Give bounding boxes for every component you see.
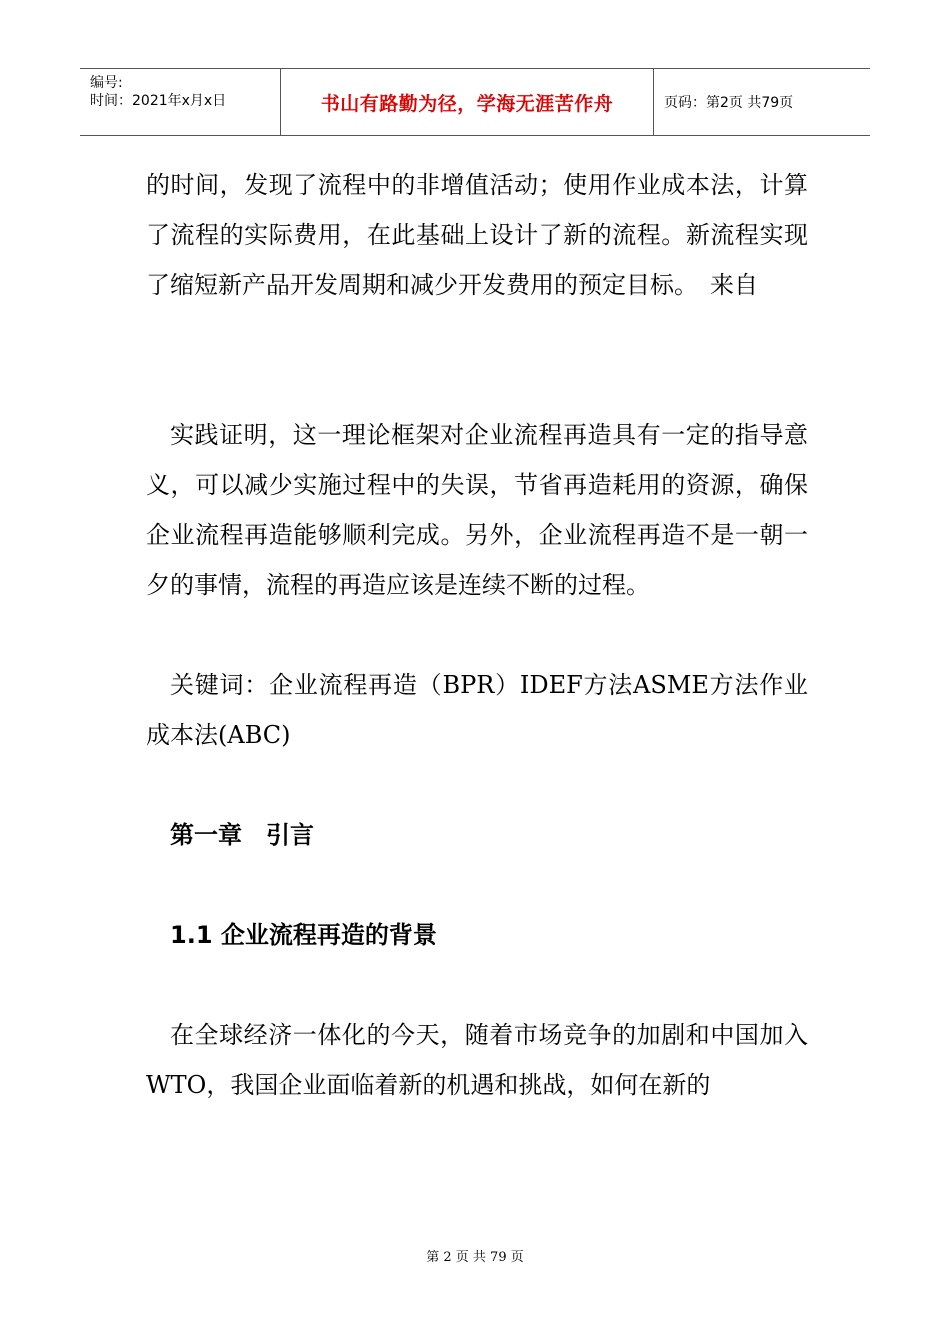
spacer: [146, 310, 808, 410]
spacer: [146, 860, 808, 910]
document-number-label: 编号:: [90, 75, 123, 91]
keywords-paragraph: 关键词：企业流程再造（BPR）IDEF方法ASME方法作业成本法(ABC): [146, 671, 808, 749]
document-body: [146, 160, 808, 1110]
document-time-label: 时间：2021年x月x日: [90, 93, 227, 109]
spacer: [146, 760, 808, 810]
header-page-info: 页码：第2页 共79页: [664, 95, 794, 111]
header-motto: 书山有路勤为径，学海无涯苦作舟: [320, 92, 614, 115]
page-footer: 第 2 页 共 79 页: [426, 1250, 524, 1265]
paragraph-conclusion: 实践证明，这一理论框架对企业流程再造具有一定的指导意义，可以减少实施过程中的失误，节省再造耗用的资源，确保企业流程再造能够顺利完成。另外，企业流程再造不是一朝一夕的事情，流程的再造应该是连续不断的过程。: [146, 421, 808, 599]
spacer: [146, 960, 808, 1010]
page-header: [80, 68, 870, 136]
paragraph-background: 在全球经济一体化的今天，随着市场竞争的加剧和中国加入WTO，我国企业面临着新的机遇和挑战，如何在新的: [146, 1021, 808, 1099]
paragraph-continuation: 的时间，发现了流程中的非增值活动；使用作业成本法，计算了流程的实际费用，在此基础上设计了新的流程。新流程实现了缩短新产品开发周期和减少开发费用的预定目标。 来自: [146, 171, 808, 299]
header-motto-cell: [281, 69, 654, 135]
spacer: [146, 610, 808, 660]
header-page-cell: [654, 69, 870, 135]
chapter-heading: 第一章 引言: [170, 821, 314, 849]
section-heading: 1.1 企业流程再造的背景: [170, 921, 437, 949]
header-meta-cell: [80, 69, 281, 135]
